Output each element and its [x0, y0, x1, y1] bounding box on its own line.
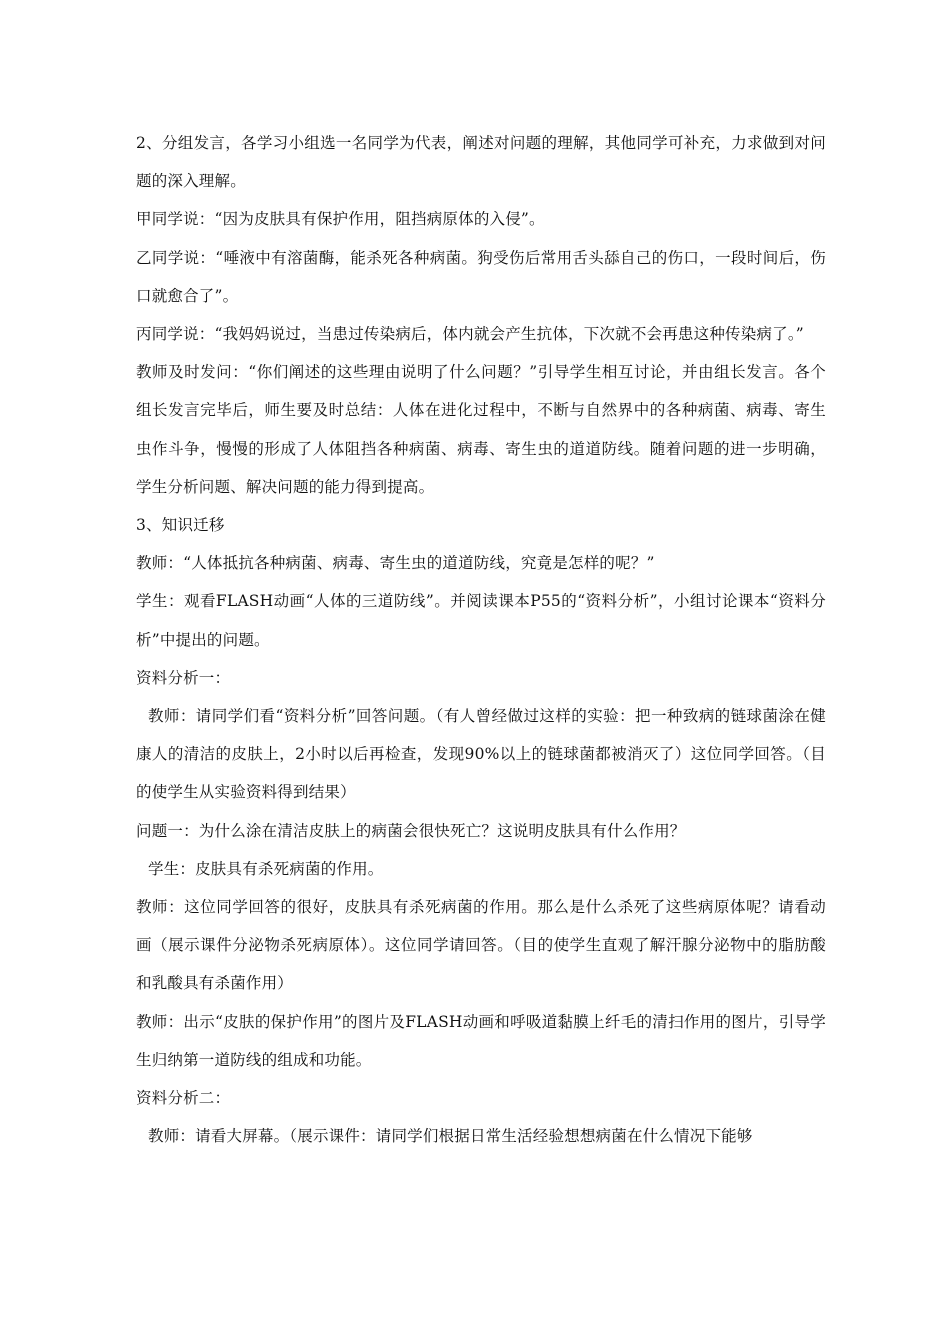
heading-knowledge-transfer: 3、知识迁移	[136, 516, 225, 535]
paragraph-teacher-screen: 教师：请看大屏幕。（展示课件：请同学们根据日常生活经验想想病菌在什么情况下能够	[148, 1127, 753, 1146]
paragraph-teacher-analysis-1: 教师：请同学们看“资料分析”回答问题。（有人曾经做过这样的实验：把一种致病的链球菌涂在健康人的清洁的皮肤上，2小时以后再检查，发现90%以上的链球菌都被消灭了）这位同学回答。（目的使学生从实验资料得到结果）	[136, 707, 826, 802]
paragraph-student-a: 甲同学说：“因为皮肤具有保护作用，阻挡病原体的入侵”。	[136, 210, 545, 229]
paragraph-student-answer: 学生：皮肤具有杀死病菌的作用。	[148, 859, 384, 878]
paragraph-question-1: 问题一：为什么涂在清洁皮肤上的病菌会很快死亡？这说明皮肤具有什么作用？	[136, 821, 686, 840]
paragraph-student-c: 丙同学说：“我妈妈说过，当患过传染病后，体内就会产生抗体，下次就不会再患这种传染病了。”	[136, 325, 804, 344]
heading-data-analysis-2: 资料分析二：	[136, 1089, 231, 1108]
paragraph-teacher-skin-image: 教师：出示“皮肤的保护作用”的图片及FLASH动画和呼吸道黏膜上纤毛的清扫作用的图片，引导学生归纳第一道防线的组成和功能。	[136, 1012, 826, 1069]
paragraph-teacher-feedback: 教师：这位同学回答的很好，皮肤具有杀死病菌的作用。那么是什么杀死了这些病原体呢？请看动画（展示课件分泌物杀死病原体）。这位同学请回答。（目的使学生直观了解汗腺分泌物中的脂肪酸和乳酸具有杀菌作用）	[136, 898, 826, 993]
paragraph-student-b: 乙同学说：“唾液中有溶菌酶，能杀死各种病菌。狗受伤后常用舌头舔自己的伤口，一段时间后，伤口就愈合了”。	[136, 248, 826, 305]
document-body	[136, 124, 826, 1155]
paragraph-group-speech: 2、分组发言，各学习小组选一名同学为代表，阐述对问题的理解，其他同学可补充，力求做到对问题的深入理解。	[136, 134, 826, 191]
paragraph-teacher-defense: 教师：“人体抵抗各种病菌、病毒、寄生虫的道道防线，究竟是怎样的呢？”	[136, 554, 655, 573]
paragraph-student-flash: 学生：观看FLASH动画“人体的三道防线”。并阅读课本P55的“资料分析”，小组讨论课本“资料分析”中提出的问题。	[136, 592, 826, 649]
heading-data-analysis-1: 资料分析一：	[136, 668, 231, 687]
paragraph-teacher-question: 教师及时发问：“你们阐述的这些理由说明了什么问题？”引导学生相互讨论，并由组长发言。各个组长发言完毕后，师生要及时总结：人体在进化过程中，不断与自然界中的各种病菌、病毒、寄生虫作斗争，慢慢的形成了人体阻挡各种病菌、病毒、寄生虫的道道防线。随着问题的进一步明确，学生分析问题、解决问题的能力得到提高。	[136, 363, 826, 496]
